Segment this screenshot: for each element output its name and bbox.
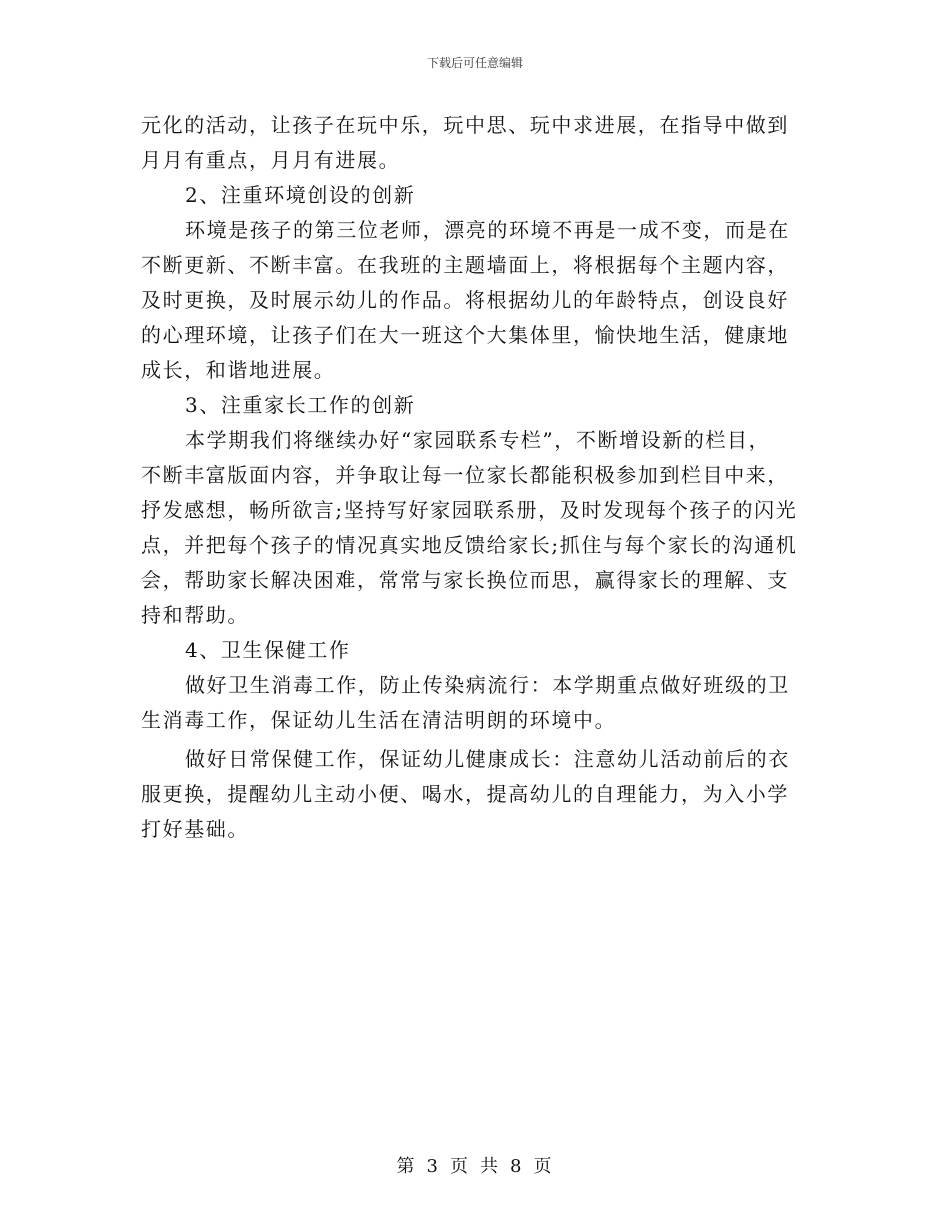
body-line: 做好日常保健工作，保证幼儿健康成长：注意幼儿活动前后的衣 xyxy=(185,747,790,771)
page-header: 下载后可任意编辑 xyxy=(426,56,523,70)
section-heading: 3、注重家长工作的创新 xyxy=(185,393,416,417)
total-label: 页 xyxy=(533,1156,554,1177)
body-line: 元化的活动，让孩子在玩中乐，玩中思、玩中求进展，在指导中做到 xyxy=(141,113,789,137)
section-heading: 4、卫生保健工作 xyxy=(185,638,351,662)
body-line: 成长，和谐地进展。 xyxy=(141,358,336,382)
total-prefix: 共 xyxy=(480,1156,500,1177)
body-line: 不断丰富版面内容，并争取让每一位家长都能积极参加到栏目中来， xyxy=(141,463,789,487)
body-line: 服更换，提醒幼儿主动小便、喝水，提高幼儿的自理能力，为入小学 xyxy=(141,782,789,806)
body-line: 会，帮助家长解决困难，常常与家长换位而思，赢得家长的理解、支 xyxy=(141,568,789,592)
body-line: 的心理环境，让孩子们在大一班这个大集体里，愉快地生活，健康地 xyxy=(141,323,789,347)
body-line: 打好基础。 xyxy=(141,817,249,841)
page-footer xyxy=(0,1152,950,1178)
body-line: 抒发感想，畅所欲言;坚持写好家园联系册，及时发现每个孩子的闪光 xyxy=(141,498,798,522)
page-label: 页 xyxy=(450,1156,470,1177)
body-line: 及时更换，及时展示幼儿的作品。将根据幼儿的年龄特点，创设良好 xyxy=(141,288,789,312)
body-line: 不断更新、不断丰富。在我班的主题墙面上，将根据每个主题内容， xyxy=(141,253,789,277)
section-heading: 2、注重环境创设的创新 xyxy=(185,183,416,207)
body-line: 持和帮助。 xyxy=(141,603,249,627)
body-line: 点，并把每个孩子的情况真实地反馈给家长;抓住与每个家长的沟通机 xyxy=(141,533,798,557)
body-line: 做好卫生消毒工作，防止传染病流行：本学期重点做好班级的卫 xyxy=(185,673,790,697)
document-body xyxy=(141,108,813,847)
page-prefix: 第 xyxy=(396,1156,417,1177)
body-line: 月月有重点，月月有进展。 xyxy=(141,148,401,172)
body-line: 生消毒工作，保证幼儿生活在清洁明朗的环境中。 xyxy=(141,708,617,732)
body-line: 本学期我们将继续办好“家园联系专栏”，不断增设新的栏目， xyxy=(185,428,771,452)
current-page-number: 3 xyxy=(426,1156,440,1177)
body-line: 环境是孩子的第三位老师，漂亮的环境不再是一成不变，而是在 xyxy=(185,218,790,242)
total-pages-number: 8 xyxy=(510,1156,524,1177)
